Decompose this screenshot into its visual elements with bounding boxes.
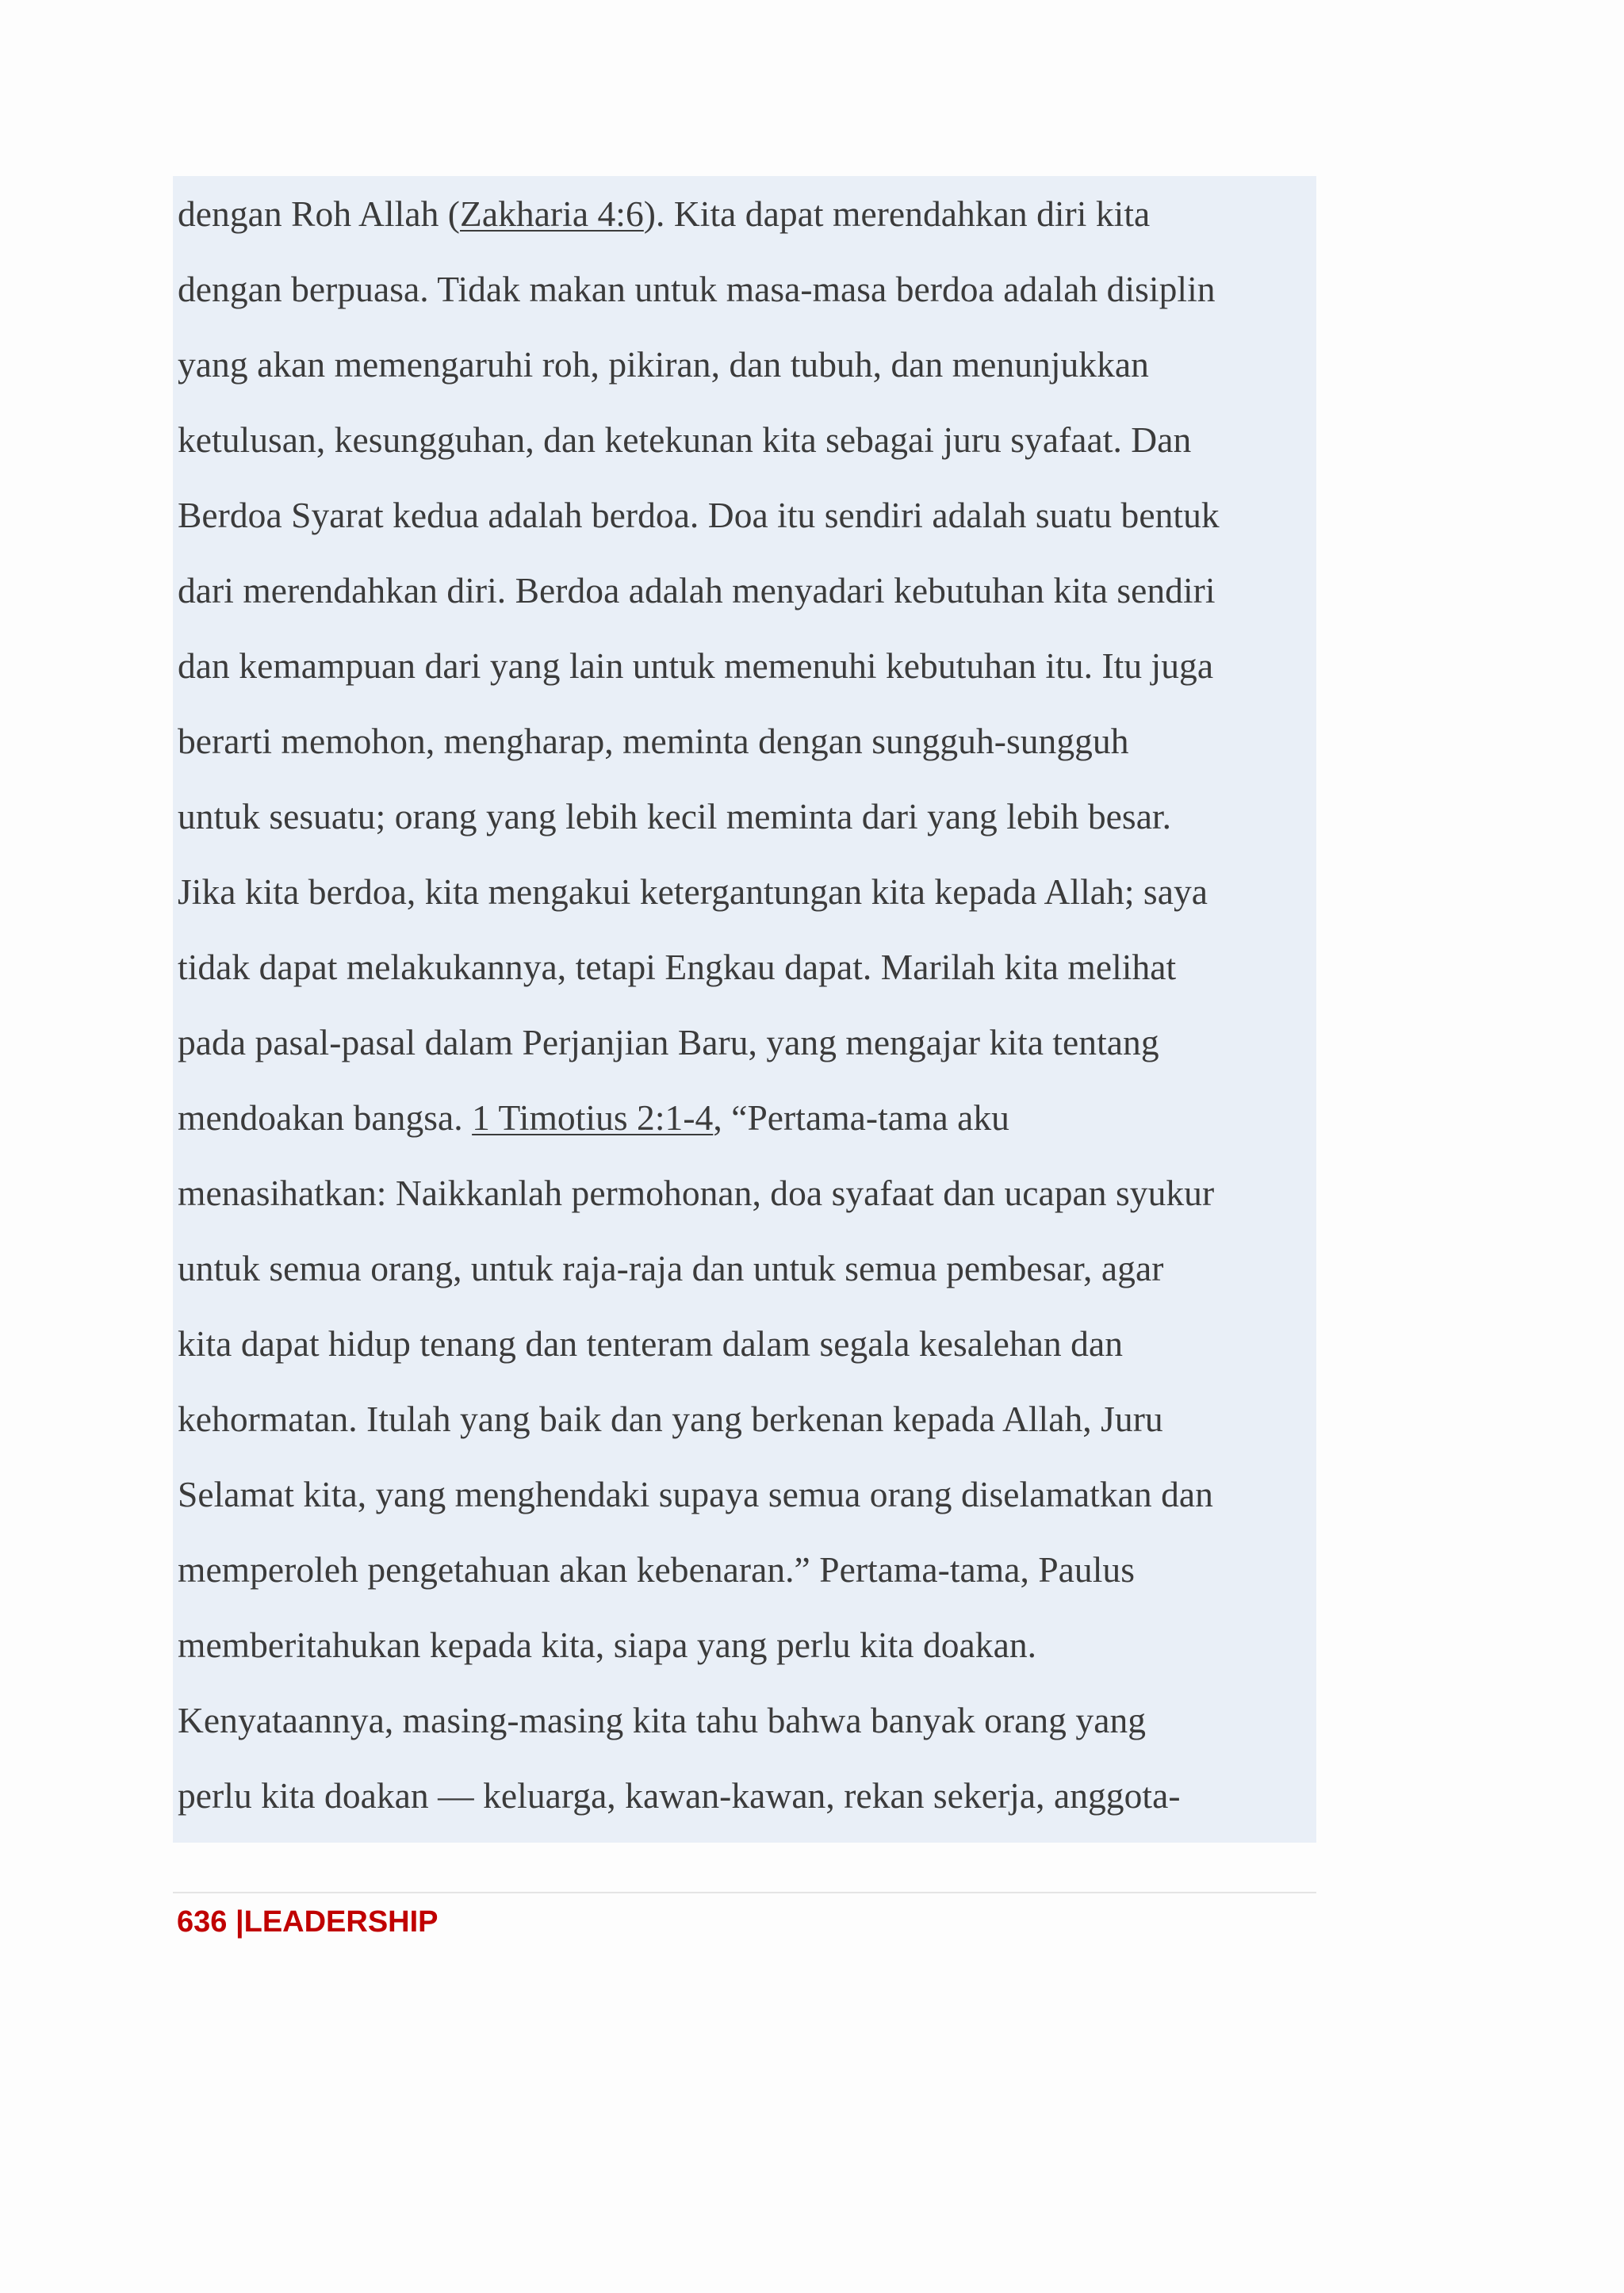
text-line: berarti memohon, mengharap, meminta dengan sungguh-sungguh <box>178 721 1129 761</box>
text-line: kehormatan. Itulah yang baik dan yang berkenan kepada Allah, Juru <box>178 1399 1163 1439</box>
text-line: Selamat kita, yang menghendaki supaya semua orang diselamatkan dan <box>178 1474 1213 1514</box>
footer-separator: | <box>227 1905 244 1939</box>
text-line: Berdoa Syarat kedua adalah berdoa. Doa itu sendiri adalah suatu bentuk <box>178 495 1220 535</box>
footer-divider <box>173 1892 1316 1893</box>
text-line: untuk semua orang, untuk raja-raja dan untuk semua pembesar, agar <box>178 1248 1164 1288</box>
text-line: Jika kita berdoa, kita mengakui ketergantungan kita kepada Allah; saya <box>178 871 1208 912</box>
page-footer <box>177 1898 439 1946</box>
text-line: memberitahukan kepada kita, siapa yang perlu kita doakan. <box>178 1625 1037 1665</box>
text-line: tidak dapat melakukannya, tetapi Engkau dapat. Marilah kita melihat <box>178 947 1177 987</box>
text-line: menasihatkan: Naikkanlah permohonan, doa syafaat dan ucapan syukur <box>178 1173 1215 1213</box>
highlighted-text-block <box>173 176 1316 1843</box>
text-line: dan kemampuan dari yang lain untuk memenuhi kebutuhan itu. Itu juga <box>178 645 1214 686</box>
scripture-link-timotius[interactable]: 1 Timotius 2:1-4 <box>472 1097 714 1138</box>
text-line: ketulusan, kesungguhan, dan ketekunan kita sebagai juru syafaat. Dan <box>178 419 1192 460</box>
text-line: dengan Roh Allah (Zakharia 4:6). Kita dapat merendahkan diri kita <box>178 193 1151 234</box>
footer-section-title: LEADERSHIP <box>243 1905 439 1939</box>
text-line: dari merendahkan diri. Berdoa adalah menyadari kebutuhan kita sendiri <box>178 570 1216 611</box>
text-line: dengan berpuasa. Tidak makan untuk masa-masa berdoa adalah disiplin <box>178 269 1216 309</box>
text-line: untuk sesuatu; orang yang lebih kecil meminta dari yang lebih besar. <box>178 796 1172 836</box>
scripture-link-zakharia[interactable]: Zakharia 4:6 <box>460 193 644 234</box>
text-line: memperoleh pengetahuan akan kebenaran.” Pertama-tama, Paulus <box>178 1549 1135 1590</box>
page-number: 636 <box>177 1905 228 1939</box>
text-line: yang akan memengaruhi roh, pikiran, dan tubuh, dan menunjukkan <box>178 344 1149 385</box>
text-line: kita dapat hidup tenang dan tenteram dalam segala kesalehan dan <box>178 1323 1123 1364</box>
text-line: perlu kita doakan — keluarga, kawan-kawan, rekan sekerja, anggota- <box>178 1775 1181 1816</box>
text-line: pada pasal-pasal dalam Perjanjian Baru, yang mengajar kita tentang <box>178 1022 1159 1062</box>
text-line: Kenyataannya, masing-masing kita tahu bahwa banyak orang yang <box>178 1700 1147 1740</box>
text-line: mendoakan bangsa. 1 Timotius 2:1-4, “Pertama-tama aku <box>178 1097 1009 1138</box>
